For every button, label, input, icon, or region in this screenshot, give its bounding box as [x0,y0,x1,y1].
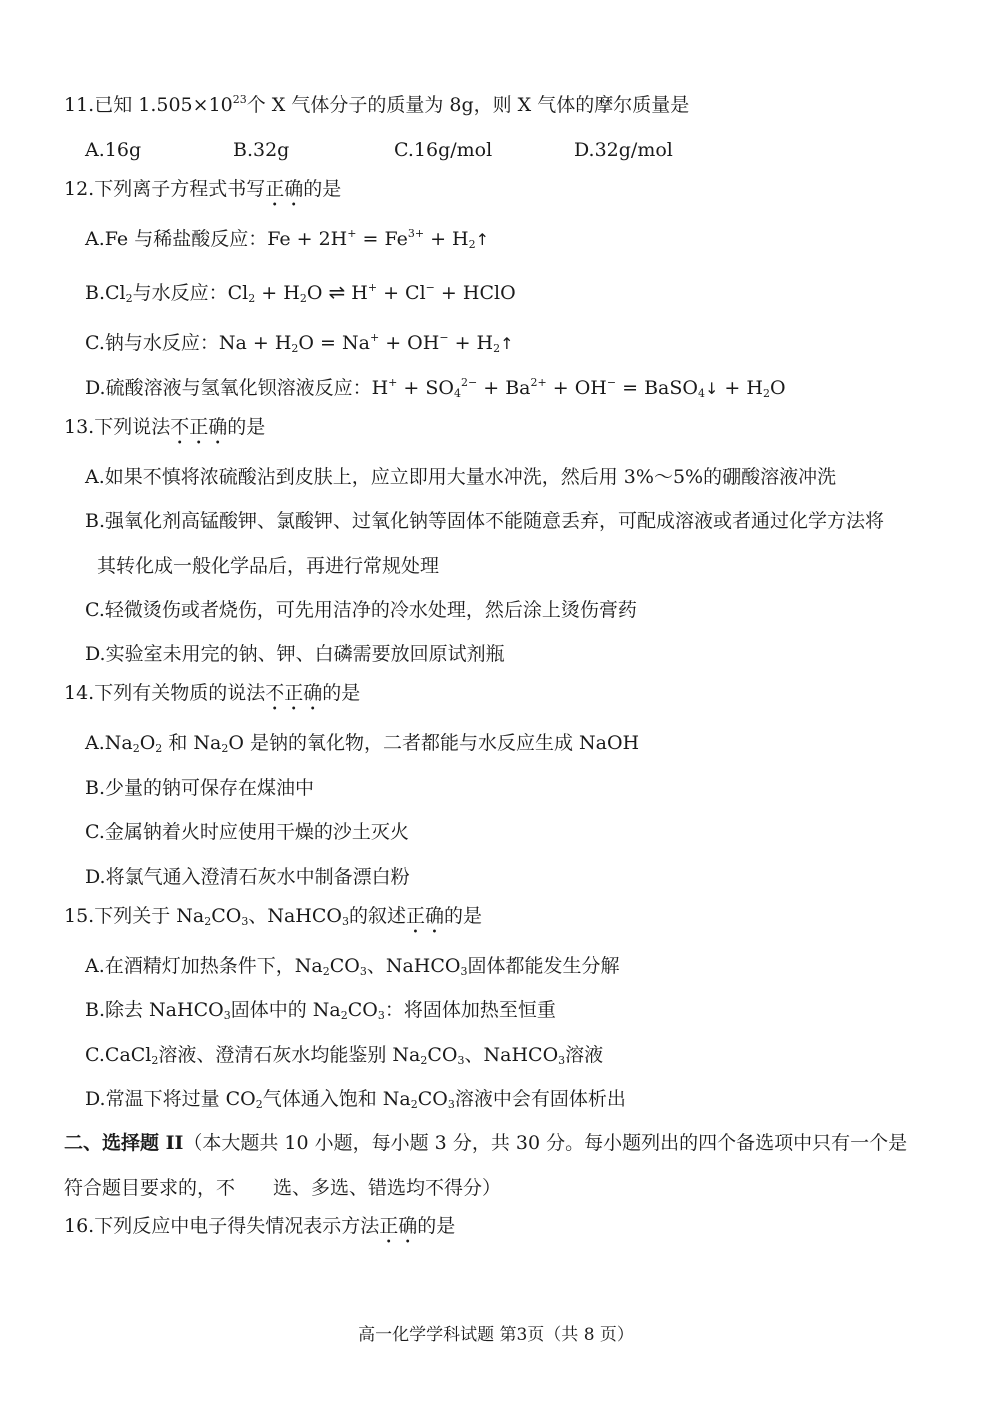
option-c: C.16g/mol [394,139,493,161]
section-2-note-cont: 符合题目要求的，不 选、多选、错选均不得分） [64,1177,502,1199]
up-arrow-icon: ↑ [500,334,514,353]
page-footer: 高一化学学科试题 第3页（共 8 页） [358,1325,634,1345]
question-13-option-b-cont: 其转化成一般化学品后，再进行常规处理 [97,555,440,577]
equilibrium-arrow-icon: ⇌ [328,280,346,304]
question-15-option-c: C.CaCl$_2$溶液、澄清石灰水均能鉴别 $Na_2CO_3$、NaHCO$_3$溶液 [85,1044,604,1067]
question-13-option-b: B.强氧化剂高锰酸钾、氯酸钾、过氧化钠等固体不能随意丢弃，可配成溶液或者通过化学方法将 [85,510,885,532]
question-13-option-c: C.轻微烫伤或者烧伤，可先用洁净的冷水处理，然后涂上烫伤膏药 [85,599,637,621]
question-13-stem: 13.下列说法不正确的是 [64,416,266,438]
question-12-option-c: C.钠与水反应：$Na + H_2O = Na^+ + OH^-$ + $H_2↑$ [85,331,514,355]
question-12-option-a: A.Fe 与稀盐酸反应：$Fe + 2H^+ = Fe^{3+}$ + $H_2↑$ [85,227,490,251]
question-11-options [85,137,734,163]
section-2-title: 二、选择题 II [64,1132,184,1154]
down-arrow-icon: ↓ [704,379,719,398]
question-11-stem: 11.已知 $1.505\times 10^{23}$个 X 气体分子的质量为 8g，则 X 气体的摩尔质量是 [64,93,690,116]
question-16-stem: 16.下列反应中电子得失情况表示方法正确的是 [64,1215,456,1237]
question-12-option-b: $B.Cl_2$与水反应：$Cl_2 + H_2O$ ⇌ H+ + Cl− + HClO [85,280,516,305]
question-15-option-b: B.除去 NaHCO$_3$固体中的 $Na_2CO_3$：将固体加热至恒重 [85,999,556,1022]
question-15-option-d: D.常温下将过量 $CO_2$气体通入饱和 $Na_2CO_3$溶液中会有固体析出 [85,1088,626,1111]
up-arrow-icon: ↑ [475,230,490,249]
section-2-heading [64,1130,907,1156]
question-12-stem: 12.下列离子方程式书写正确的是 [64,178,342,200]
question-14-option-a: $A.Na_2O_2$ 和 $Na_2O$ 是钠的氧化物，二者都能与水反应生成 NaOH [85,732,640,755]
question-14-option-c: C.金属钠着火时应使用干燥的沙土灭火 [85,821,409,843]
question-12-option-d: D.硫酸溶液与氢氧化钡溶液反应：$H^+ + SO_4^{2-} + Ba^{2+} + OH^-$ = BaSO$_4$↓ + $H_2O$ [85,376,786,400]
option-a: A.16g [85,139,142,161]
option-b: B.32g [233,139,290,161]
question-15-option-a: A.在酒精灯加热条件下，$Na_2CO_3$、NaHCO$_3$固体都能发生分解 [85,955,620,978]
option-d: D.32g/mol [574,139,673,161]
section-2-note: （本大题共 10 小题，每小题 3 分，共 30 分。每小题列出的四个备选项中只有一个是 [183,1132,908,1154]
question-13-option-a: A.如果不慎将浓硫酸沾到皮肤上，应立即用大量水冲洗，然后用 3%～5%的硼酸溶液冲洗 [85,466,837,488]
question-15-stem: 15.下列关于 $Na_2CO_3$、NaHCO$_3$的叙述正确的是 [64,905,483,928]
question-13-option-d: D.实验室未用完的钠、钾、白磷需要放回原试剂瓶 [85,643,505,665]
question-14-option-d: D.将氯气通入澄清石灰水中制备漂白粉 [85,866,410,888]
question-14-option-b: B.少量的钠可保存在煤油中 [85,777,315,799]
question-14-stem: 14.下列有关物质的说法不正确的是 [64,682,361,704]
